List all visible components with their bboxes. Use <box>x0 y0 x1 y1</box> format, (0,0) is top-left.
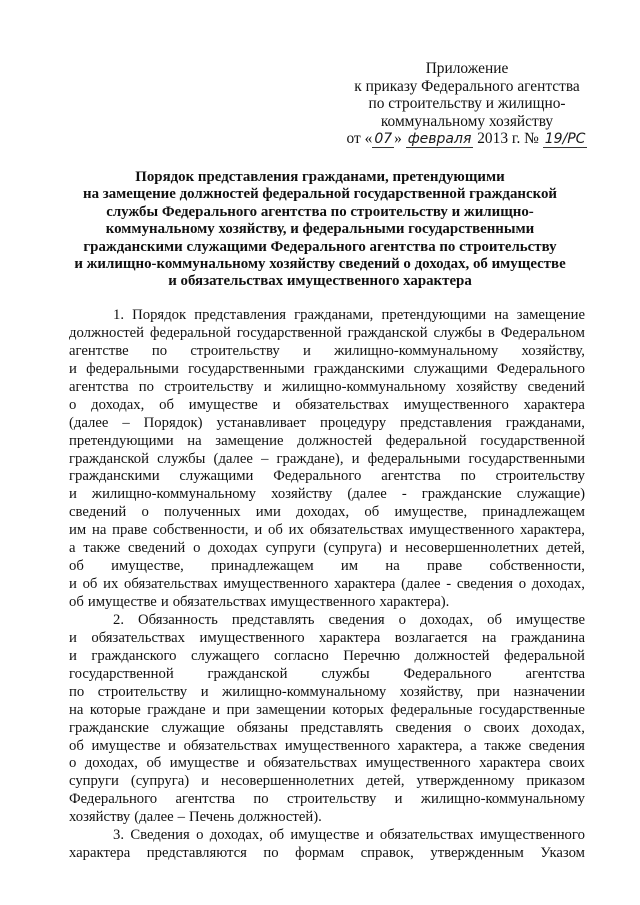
word: и <box>200 683 209 700</box>
paragraph-line <box>69 845 585 863</box>
paragraph-first-line <box>69 827 585 845</box>
word: представления <box>400 414 492 431</box>
paragraph-line <box>69 468 585 486</box>
word: федеральной <box>385 432 467 449</box>
word: на <box>385 558 400 575</box>
word: обязательствах <box>124 576 218 593</box>
word: обязательствах <box>295 396 389 413</box>
word: и <box>365 827 374 844</box>
word: государственной <box>480 432 585 449</box>
word: сведения <box>528 737 585 754</box>
word: (далее <box>213 450 253 467</box>
word: жилищно-коммунальному <box>222 683 387 700</box>
word: имущественного <box>409 522 515 539</box>
word: государственной <box>69 665 174 682</box>
word: Федерального <box>403 665 492 682</box>
paragraph-line <box>69 755 585 773</box>
word: государственными <box>468 450 585 467</box>
word: о <box>141 504 149 521</box>
word: государственной <box>236 324 342 341</box>
paragraph-line <box>69 666 585 684</box>
document-title <box>60 169 580 291</box>
word: федеральной <box>149 324 231 341</box>
word: собственности, <box>153 522 249 539</box>
word: имуществе, <box>111 558 184 575</box>
word: хозяйству <box>456 378 518 395</box>
word: Обязанность <box>138 611 218 628</box>
word: федеральной <box>504 647 585 664</box>
word: должностей <box>69 324 144 341</box>
word: служащего <box>191 647 260 664</box>
word: об <box>69 558 84 575</box>
word: претендующими <box>69 432 174 449</box>
word: имущественного <box>223 576 329 593</box>
word: имуществе <box>290 827 360 844</box>
word: и <box>69 629 77 646</box>
word: их <box>103 576 119 593</box>
word: о <box>196 827 204 844</box>
word: (далее <box>401 576 441 593</box>
word: обязательствах <box>263 755 358 772</box>
word: имущественного <box>479 827 585 844</box>
word: и <box>69 647 77 664</box>
word: формам <box>295 845 345 862</box>
word: (далее <box>134 809 174 826</box>
word: о <box>463 719 472 736</box>
word: и <box>303 342 311 359</box>
word: и <box>254 522 263 539</box>
document-body <box>69 307 585 863</box>
word: и <box>351 450 360 467</box>
word: агентства <box>175 791 236 808</box>
word: строительству <box>190 342 280 359</box>
paragraph-line <box>69 684 585 702</box>
paragraph-line <box>69 397 585 415</box>
word: обязательствах <box>379 827 474 844</box>
word: справок, <box>360 845 414 862</box>
word: о <box>69 396 77 413</box>
word: обязательствах <box>309 522 404 539</box>
paragraph-line <box>69 415 585 433</box>
word: представляются <box>146 845 247 862</box>
word: сведения <box>456 576 514 593</box>
word: и <box>168 737 176 754</box>
word: возлагается <box>394 629 468 646</box>
word: об <box>487 611 502 628</box>
word: гражданами, <box>294 307 374 323</box>
paragraph-line <box>69 738 585 756</box>
word: - <box>401 486 407 503</box>
word: по <box>263 845 279 862</box>
word: назначении <box>513 683 585 700</box>
word: характера <box>523 396 585 413</box>
date-month-handwritten: февраля <box>407 131 472 148</box>
word: имущественного <box>403 396 509 413</box>
word: имущественного <box>365 755 471 772</box>
word: служащими <box>413 360 488 377</box>
appendix-line: по строительству и жилищно- <box>368 95 566 113</box>
word: об <box>159 396 174 413</box>
word: а <box>470 737 477 754</box>
word: об <box>69 737 84 754</box>
word: Порядок) <box>143 414 203 431</box>
paragraph-line <box>69 809 585 827</box>
word: (супруга) <box>323 540 382 557</box>
word: своих <box>483 719 520 736</box>
word: Перечню <box>343 647 401 664</box>
word: строительству <box>495 468 585 485</box>
word: о <box>398 611 406 628</box>
word: служащие) <box>516 486 585 503</box>
appendix-line: Приложение <box>425 60 509 77</box>
word: доходах, <box>531 719 585 736</box>
word: на <box>187 432 202 449</box>
word: об <box>82 576 98 593</box>
paragraph-line <box>69 720 585 738</box>
word: имущественного <box>270 594 376 610</box>
word: представлять <box>300 719 384 736</box>
word: хозяйству <box>69 809 131 826</box>
paragraph-line <box>69 594 585 612</box>
word: также <box>83 540 121 557</box>
word: ими <box>255 504 281 521</box>
word: гражданской <box>347 324 428 341</box>
date-prefix: от « <box>346 130 373 148</box>
word: супруги <box>265 540 316 557</box>
word: гражданской <box>69 450 149 467</box>
word: имущественного <box>199 629 305 646</box>
word: имуществе, <box>394 504 468 521</box>
word: государственные <box>479 701 585 718</box>
word: об <box>268 522 283 539</box>
word: гражданского <box>91 647 177 664</box>
word: обязательствах <box>172 594 267 610</box>
word: сведений <box>527 378 585 395</box>
word: детей, <box>546 540 585 557</box>
word: и <box>160 594 169 610</box>
word: доходах, <box>531 576 585 593</box>
word: о <box>69 755 77 772</box>
appendix-line: к приказу Федерального агентства <box>354 77 580 95</box>
word: жилищно-коммунальному <box>281 378 446 395</box>
appendix-line: коммунальному хозяйству <box>380 112 554 130</box>
word: граждане), <box>276 450 344 467</box>
word: граждане <box>147 701 206 718</box>
word: и <box>394 791 403 808</box>
word: о <box>193 540 201 557</box>
word: Федерального <box>496 360 585 377</box>
word: Указом <box>540 845 585 862</box>
word: характера <box>69 845 131 862</box>
word: приказом <box>526 773 585 790</box>
title-line: и жилищно-коммунальному хозяйству сведений о доходах, об имуществе <box>74 256 566 273</box>
date-day-handwritten: 07 <box>374 131 393 148</box>
word: служащие <box>161 719 225 736</box>
word: об <box>269 827 285 844</box>
word: замещении <box>256 701 326 718</box>
word: федеральными <box>86 360 179 377</box>
word: на <box>69 701 84 718</box>
word: - <box>446 576 452 593</box>
word: Сведения <box>130 827 190 844</box>
word: характера <box>479 755 541 772</box>
word: доходах, <box>296 504 350 521</box>
word: и <box>263 378 272 395</box>
word: утвержденному <box>416 773 515 790</box>
word: агентства <box>525 665 585 682</box>
title-line: на замещение должностей федеральной государственной гражданской <box>82 186 558 203</box>
word: (далее <box>69 414 109 431</box>
paragraph-first-line <box>69 307 585 325</box>
paragraph-line <box>69 702 585 720</box>
word: службы <box>321 665 370 682</box>
paragraph-line <box>69 486 585 504</box>
word: характера, <box>520 522 585 539</box>
paragraph-line <box>69 361 585 379</box>
word: гражданами, <box>505 414 585 431</box>
paragraph-line <box>69 773 585 791</box>
word: детей, <box>366 773 405 790</box>
word: хозяйству <box>271 486 333 503</box>
word: несовершеннолетних <box>405 540 539 557</box>
word: своих <box>548 755 585 772</box>
word: Федеральном <box>500 324 585 341</box>
word: агентстве <box>69 342 129 359</box>
word: полученных <box>164 504 241 521</box>
paragraph-line <box>69 648 585 666</box>
title-line: службы Федерального агентства по строительству и жилищно- <box>106 203 534 220</box>
word: характера). <box>379 594 450 610</box>
paragraph-line <box>69 343 585 361</box>
word: строительству <box>286 791 377 808</box>
word: обязательствах <box>183 737 278 754</box>
word: сведения <box>395 719 452 736</box>
word: замещение <box>215 432 284 449</box>
word: характера <box>319 629 381 646</box>
word: жилищно-коммунальному <box>91 486 257 503</box>
paragraph-line <box>69 433 585 451</box>
word: по <box>151 342 168 359</box>
word: по <box>69 683 85 700</box>
word: – <box>261 450 269 467</box>
word: должностей). <box>238 809 322 826</box>
word: Порядок <box>132 307 187 323</box>
word: которых <box>332 701 384 718</box>
word: принадлежащем <box>482 504 585 521</box>
word: гражданские <box>421 486 502 503</box>
word: Печень <box>189 809 235 826</box>
word: об <box>364 504 380 521</box>
word: праве <box>427 558 463 575</box>
word: им <box>340 558 359 575</box>
word: и <box>212 701 221 718</box>
word: и <box>201 773 209 790</box>
word: о <box>518 576 527 593</box>
word: гражданина <box>510 629 585 646</box>
word: сведений <box>127 540 186 557</box>
paragraph-line <box>69 451 585 469</box>
word: утвержденным <box>430 845 524 862</box>
word: по <box>460 468 476 485</box>
paragraph-line <box>69 558 585 576</box>
word: хозяйству, <box>521 342 585 359</box>
word: при <box>476 683 500 700</box>
paragraph-first-line <box>69 612 585 630</box>
word: и <box>69 576 77 593</box>
word: 2. <box>113 611 125 628</box>
paragraph-line <box>69 504 585 522</box>
word: Федерального <box>273 468 362 485</box>
word: Федерального <box>69 791 158 808</box>
word: имуществе <box>87 594 157 610</box>
word: доходах, <box>84 755 138 772</box>
word: гражданскими <box>69 468 160 485</box>
word: об <box>69 594 84 610</box>
word: представлять <box>231 611 315 628</box>
word: и <box>247 755 256 772</box>
word: претендующими <box>381 307 487 323</box>
word: – <box>177 809 185 826</box>
word: на <box>494 307 509 323</box>
word: государственными <box>188 360 305 377</box>
word: представления <box>194 307 286 323</box>
word: сведения <box>328 611 385 628</box>
paragraph-line <box>69 630 585 648</box>
title-line: и обязательствах имущественного характера <box>168 273 472 290</box>
paragraph-line <box>69 540 585 558</box>
word: имуществе <box>169 755 239 772</box>
word: службы <box>433 324 482 341</box>
word: а <box>69 540 76 557</box>
order-number-handwritten: 19/PC <box>544 131 586 148</box>
word: устанавливает <box>216 414 307 431</box>
paragraph-line <box>69 522 585 540</box>
word: сведений <box>69 504 127 521</box>
word: об <box>146 755 162 772</box>
word: гражданской <box>207 665 288 682</box>
word: доходах, <box>209 827 263 844</box>
word: и <box>69 486 77 503</box>
date-mid: » <box>394 130 402 148</box>
word: 1. <box>113 307 125 323</box>
word: характера, <box>397 737 463 754</box>
word: агентства <box>69 378 129 395</box>
word: в <box>487 324 495 341</box>
word: – <box>122 414 130 431</box>
word: жилищно-коммунальному <box>334 342 499 359</box>
paragraph-line <box>69 379 585 397</box>
word: процедуру <box>320 414 387 431</box>
title-line: гражданскими служащими Федерального агентства по строительству <box>83 238 557 255</box>
word: 3. <box>113 827 125 844</box>
word: федеральными <box>367 450 461 467</box>
paragraph-line <box>69 325 585 343</box>
word: также <box>484 737 522 754</box>
word: обязательствах <box>91 629 185 646</box>
word: федеральные <box>390 701 473 718</box>
word: несовершеннолетних <box>220 773 355 790</box>
word: их <box>288 522 304 539</box>
word: на <box>91 522 107 539</box>
word: служащими <box>179 468 254 485</box>
word: характера <box>334 576 396 593</box>
word: доходах, <box>91 396 145 413</box>
word: строительству <box>164 378 254 395</box>
paragraph-line <box>69 576 585 594</box>
word: агентства <box>381 468 441 485</box>
word: замещение <box>516 307 585 323</box>
word: согласно <box>273 647 329 664</box>
word: обязаны <box>236 719 289 736</box>
word: которые <box>89 701 141 718</box>
word: (далее <box>347 486 387 503</box>
word: и <box>389 540 398 557</box>
word: должностей <box>297 432 373 449</box>
word: и <box>272 396 281 413</box>
word: на <box>482 629 497 646</box>
appendix-header <box>342 60 592 149</box>
word: хозяйству, <box>399 683 464 700</box>
word: имуществе <box>515 611 585 628</box>
word: имуществе <box>188 396 258 413</box>
word: по <box>138 378 154 395</box>
word: и <box>69 360 77 377</box>
paragraph-line <box>69 791 585 809</box>
word: собственности, <box>489 558 585 575</box>
word: доходах <box>208 540 258 557</box>
word: при <box>226 701 250 718</box>
date-year: 2013 г. № <box>477 130 539 148</box>
word: (супруга) <box>130 773 190 790</box>
word: должностей <box>414 647 490 664</box>
word: службы <box>157 450 206 467</box>
word: строительству <box>97 683 188 700</box>
word: им <box>69 522 87 539</box>
title-line: коммунальному хозяйству, и федеральными государственными <box>105 221 535 238</box>
word: праве <box>112 522 148 539</box>
word: гражданскими <box>313 360 405 377</box>
order-date-line <box>342 130 592 149</box>
word: имуществе <box>91 737 161 754</box>
word: супруги <box>69 773 119 790</box>
word: имущественного <box>284 737 390 754</box>
word: принадлежащем <box>211 558 314 575</box>
title-line: Порядок представления гражданами, претендующими <box>135 169 505 185</box>
word: жилищно-коммунальному <box>420 791 585 808</box>
word: по <box>253 791 269 808</box>
word: доходах, <box>419 611 474 628</box>
word: гражданские <box>69 719 149 736</box>
